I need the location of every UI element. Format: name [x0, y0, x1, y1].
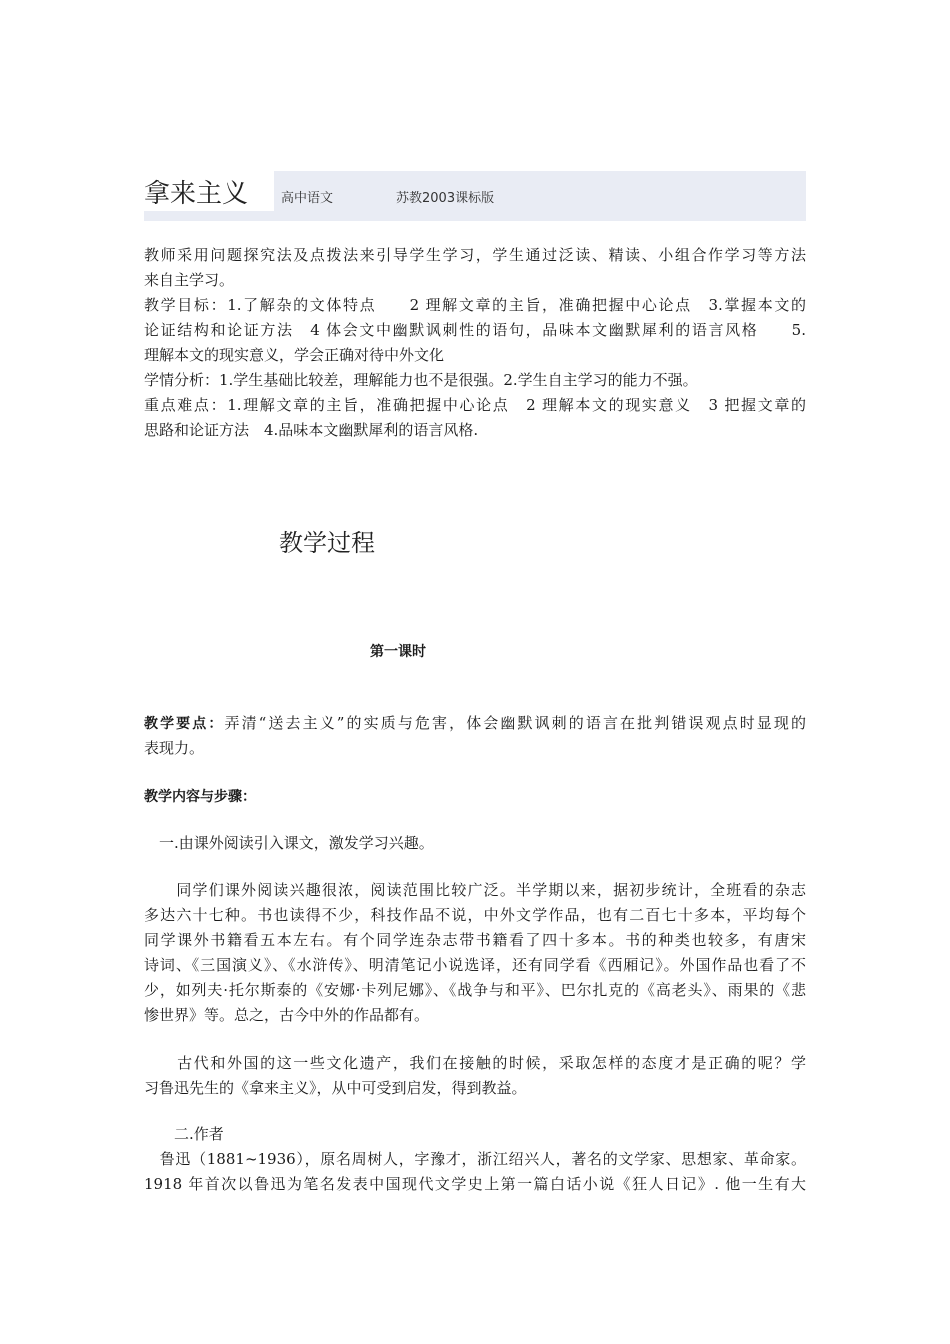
- paragraph-line: 同学课外书籍看五本左右。有个同学连杂志带书籍看了四十多本。书的种类也较多，有唐宋: [144, 931, 806, 949]
- title-header-band: [144, 171, 806, 221]
- step1-heading-block: [144, 831, 806, 856]
- intro-line: 教师采用问题探究法及点拨法来引导学生学习，学生通过泛读、精读、小组合作学习等方法: [144, 246, 806, 264]
- paragraph-line: 惨世界》等。总之，古今中外的作品都有。: [144, 1006, 430, 1024]
- section-title: 教学过程: [279, 529, 375, 557]
- key-points-line: 表现力。: [144, 739, 205, 757]
- step2-heading: 二.作者: [144, 1125, 224, 1143]
- key-points-label: 教学要点：: [144, 716, 225, 732]
- step2-block: [144, 1122, 806, 1197]
- intro-line: 教学目标：1.了解杂的文体特点 2 理解文章的主旨，准确把握中心论点 3.掌握本文的: [144, 296, 806, 314]
- step1-heading: 一.由课外阅读引入课文，激发学习兴趣。: [144, 834, 434, 852]
- intro-line: 论证结构和论证方法 4 体会文中幽默讽刺性的语句，品味本文幽默犀利的语言风格 5.: [144, 321, 806, 339]
- intro-block: [144, 243, 806, 443]
- paragraph-line: 1918 年首次以鲁迅为笔名发表中国现代文学史上第一篇白话小说《狂人日记》. 他一生有大: [144, 1175, 806, 1193]
- paragraph-line: 多达六十七种。书也读得不少，科技作品不说，中外文学作品，也有二百七十多本，平均每个: [144, 906, 806, 924]
- key-points-text: 弄清“送去主义”的实质与危害，体会幽默讽刺的语言在批判错误观点时显现的: [224, 714, 806, 732]
- step1-paragraph-2: [144, 1051, 806, 1101]
- step1-paragraph-1: [144, 878, 806, 1028]
- edition-label: 苏教2003课标版: [396, 191, 495, 206]
- intro-line: 理解本文的现实意义，学会正确对待中外文化: [144, 346, 445, 364]
- paragraph-line: 古代和外国的这一些文化遗产，我们在接触的时候，采取怎样的态度才是正确的呢？学: [144, 1054, 806, 1072]
- paragraph-line: 同学们课外阅读兴趣很浓，阅读范围比较广泛。半学期以来，据初步统计，全班看的杂志: [144, 881, 806, 899]
- lesson-title: 第一课时: [370, 644, 426, 660]
- paragraph-line: 诗词、《三国演义》、《水浒传》、明清笔记小说选译，还有同学看《西厢记》。外国作品也看了不: [144, 956, 806, 974]
- intro-line: 重点难点：1.理解文章的主旨，准确把握中心论点 2 理解本文的现实意义 3 把握文章的: [144, 396, 806, 414]
- paragraph-line: 少，如列夫·托尔斯泰的《安娜·卡列尼娜》、《战争与和平》、巴尔扎克的《高老头》、雨果的《悲: [144, 981, 806, 999]
- intro-line: 思路和论证方法 4.品味本文幽默犀利的语言风格.: [144, 421, 479, 439]
- key-points-block: [144, 711, 806, 761]
- intro-line: 来自主学习。: [144, 271, 235, 289]
- content-heading: 教学内容与步骤：: [144, 789, 256, 805]
- paragraph-line: 习鲁迅先生的《拿来主义》，从中可受到启发，得到教益。: [144, 1079, 527, 1097]
- subject-label: 高中语文: [281, 191, 334, 206]
- intro-line: 学情分析：1.学生基础比较差，理解能力也不是很强。2.学生自主学习的能力不强。: [144, 371, 698, 389]
- paragraph-line: 鲁迅（1881~1936），原名周树人，字豫才，浙江绍兴人，著名的文学家、思想家、革命家。: [144, 1150, 806, 1168]
- key-points-line: [144, 711, 806, 736]
- document-title: 拿来主义: [144, 179, 249, 209]
